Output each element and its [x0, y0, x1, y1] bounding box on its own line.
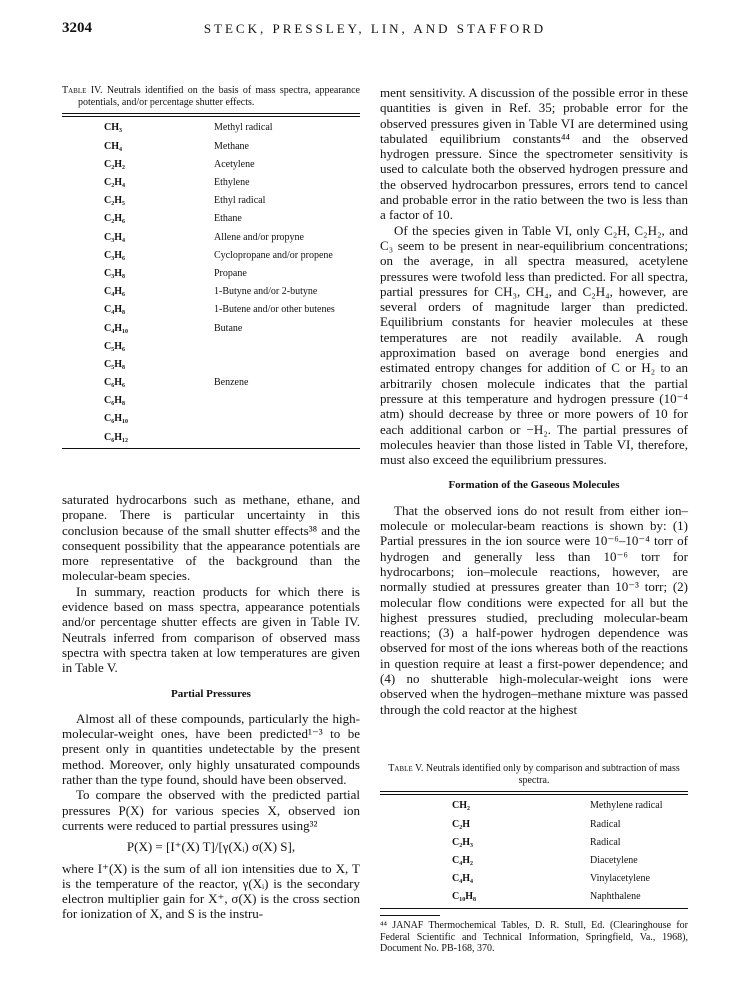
- table-row: [62, 192, 360, 210]
- species-name-cell: Propane: [214, 267, 247, 279]
- formula-cell: C₆H₈: [104, 395, 125, 407]
- table-row: [380, 833, 688, 851]
- species-name-cell: Naphthalene: [590, 891, 641, 903]
- species-name-cell: Methane: [214, 140, 249, 152]
- section-heading-formation: Formation of the Gaseous Molecules: [448, 479, 620, 492]
- table-row: [380, 888, 688, 906]
- left-text-column: [62, 492, 360, 922]
- table-row: [62, 319, 360, 337]
- paragraph: Almost all of these compounds, particularly the high-molecular-weight ones, have been predicted¹⁻³ to be present only in quantities undetectable by the present method. Moreover, only highly unsaturated compounds rather than the type found, should have been observed.: [62, 710, 360, 788]
- formula-cell: C₃H₈: [104, 267, 125, 279]
- formula-cell: C₆H₆: [104, 377, 125, 389]
- table-iv-label: Table IV.: [62, 85, 103, 96]
- table-iv: [62, 85, 360, 449]
- table-v-top-rule: [380, 791, 688, 795]
- species-name-cell: Radical: [590, 836, 621, 848]
- table-v-bottom-rule: [380, 908, 688, 909]
- formula-cell: C₅H₆: [104, 340, 125, 352]
- table-row: [62, 410, 360, 428]
- running-head: STECK, PRESSLEY, LIN, AND STAFFORD: [203, 21, 547, 36]
- table-iv-bottom-rule: [62, 448, 360, 449]
- table-v-label: Table V.: [388, 763, 424, 774]
- formula-cell: C₄H₆: [104, 286, 125, 298]
- table-row: [62, 337, 360, 355]
- formula-cell: C₆H₁₀: [104, 413, 128, 425]
- table-row: [62, 246, 360, 264]
- species-name-cell: Cyclopropane and/or propene: [214, 249, 333, 261]
- section-heading-partial-pressures: Partial Pressures: [171, 687, 251, 700]
- species-name-cell: [214, 392, 360, 410]
- species-name-cell: Methylene radical: [590, 800, 663, 812]
- species-name-cell: [214, 428, 360, 446]
- table-v: [380, 763, 688, 955]
- formula-cell: C₃H₆: [104, 249, 125, 261]
- formula-cell: C₂H₃: [452, 836, 473, 848]
- table-row: [62, 355, 360, 373]
- species-name-cell: Benzene: [214, 377, 249, 389]
- formula-cell: C₆H₁₂: [104, 431, 128, 443]
- table-row: [380, 870, 688, 888]
- page-header: [62, 20, 688, 40]
- table-row: [380, 797, 688, 815]
- table-iv-caption: [62, 85, 360, 108]
- paragraph: In summary, reaction products for which there is evidence based on mass spectra, appearance potentials and/or percentage shutter effects are given in Table IV. Neutrals inferred from comparison of observed mass spectra with spectra taken at low temperatures are given in Table V.: [62, 583, 360, 676]
- table-iv-body: [62, 119, 360, 446]
- species-name-cell: Allene and/or propyne: [214, 231, 304, 243]
- formula-cell: C₃H₄: [104, 231, 125, 243]
- table-row: [62, 155, 360, 173]
- paragraph: Of the species given in Table VI, only C₂H, C₂H₂, and C₃ seem to be present in near-equilibrium concentrations; on the average, in all spectra measured, acetylene pressures were twofold less than predicted. For all spectra, partial pressures for CH₃, CH₄, and C₂H₄, however, are several orders of magnitude larger than predicted. Equilibrium constants for heavier molecules at these temperatures are not readily available. A rough approximation based on average bond energies and estimated entropy changes for addition of C or H₂ to an arbitrarily chosen molecule indicates that the partial pressure at this temperature and hydrogen pressure (10⁻⁴ atm) should decrease by three or more powers of 10 for each additional carbon or −H₂. The partial pressures of molecules heavier than those listed in Table VI, therefore, must also exceed the equilibrium pressures.: [380, 222, 688, 468]
- formula-cell: C₄H₄: [452, 873, 473, 885]
- species-name-cell: Radical: [590, 818, 621, 830]
- table-row: [62, 392, 360, 410]
- table-row: [380, 852, 688, 870]
- footnote-rule: [380, 915, 440, 916]
- formula-cell: C₄H₈: [104, 304, 125, 316]
- table-row: [62, 137, 360, 155]
- species-name-cell: [214, 337, 360, 355]
- table-row: [62, 265, 360, 283]
- formula-cell: C₂H₆: [104, 213, 125, 225]
- species-name-cell: [214, 355, 360, 373]
- table-v-body: [380, 797, 688, 906]
- equation: P(X) = [I⁺(X) T]/[γ(Xᵢ) σ(X) S],: [126, 839, 296, 855]
- species-name-cell: Diacetylene: [590, 855, 638, 866]
- footnote: ⁴⁴ JANAF Thermochemical Tables, D. R. Stull, Ed. (Clearinghouse for Federal Scientific and Technical Information, Springfield, Va., 1968), Document No. PB-168, 370.: [380, 920, 688, 955]
- page-number: 3204: [62, 20, 92, 36]
- table-iv-top-rule: [62, 113, 360, 117]
- table-iv-caption-text: Neutrals identified on the basis of mass spectra, appearance potentials, and/or percentage shutter effects.: [78, 85, 360, 108]
- paragraph: where I⁺(X) is the sum of all ion intensities due to X, T is the temperature of the reactor, γ(Xᵢ) is the secondary electron multiplier gain for X⁺, σ(X) is the cross section for ionization of X, and S is the instru-: [62, 860, 360, 922]
- paragraph: saturated hydrocarbons such as methane, ethane, and propane. There is particular uncertainty in this conclusion because of the small shutter effects³⁸ and the consequent possibility that the appearance potentials are more representative of the background than the molecular-beam species.: [62, 492, 360, 584]
- right-text-column: [380, 85, 688, 717]
- table-v-caption-text: Neutrals identified only by comparison and subtraction of mass spectra.: [425, 763, 680, 786]
- table-row: [380, 815, 688, 833]
- species-name-cell: Acetylene: [214, 158, 255, 170]
- paragraph: That the observed ions do not result from either ion–molecule or molecular-beam reactions is shown by: (1) Partial pressures in the ion source were 10⁻⁶–10⁻⁴ torr of hydrogen and generally less than 10⁻⁶ torr for hydrocarbons; ion–molecule reactions, however, are normally studied at pressures greater than 10⁻³ torr; (2) molecular flow conditions were expected for all but the highest pressures studied, precluding molecular-beam reactions; (3) a half-power hydrogen dependence was observed for most of the ions whereas both of the reactions in question require at least a first-power dependence; and (4) no shutterable high-molecular-weight ions were observed when the hydrogen–methane mixture was passed through the cold reactor at the highest: [380, 502, 688, 717]
- table-row: [62, 210, 360, 228]
- table-row: [62, 283, 360, 301]
- species-name-cell: 1-Butene and/or other butenes: [214, 304, 335, 316]
- species-name-cell: Ethylene: [214, 177, 250, 188]
- formula-cell: C₂H₂: [104, 158, 125, 170]
- formula-cell: CH₂: [452, 800, 470, 812]
- table-row: [62, 374, 360, 392]
- table-row: [62, 174, 360, 192]
- species-name-cell: Butane: [214, 322, 243, 334]
- formula-cell: C₂H₄: [104, 177, 125, 188]
- species-name-cell: Ethyl radical: [214, 195, 266, 207]
- paragraph: To compare the observed with the predicted partial pressures P(X) for various species X, observed ion currents were reduced to partial pressures using³²: [62, 787, 360, 833]
- formula-cell: C₂H₅: [104, 195, 125, 207]
- table-row: [62, 119, 360, 137]
- species-name-cell: Methyl radical: [214, 122, 273, 134]
- formula-cell: C₁₀H₈: [452, 891, 476, 903]
- formula-cell: C₂H: [452, 818, 470, 830]
- formula-cell: C₄H₁₀: [104, 322, 128, 334]
- paragraph: ment sensitivity. A discussion of the possible error in these quantities is given in Ref. 35; probable error for the observed pressures given in Table VI are determined using tabulated equilibrium constants⁴⁴ and the observed hydrogen pressure. Since the spectrometer sensitivity is used to calculate both the observed hydrogen pressure and the observed hydrocarbon pressures, errors tend to cancel and probable error in the ratio between the two is less than a factor of 10.: [380, 85, 688, 223]
- table-row: [62, 228, 360, 246]
- formula-cell: CH₃: [104, 122, 122, 134]
- formula-cell: CH₄: [104, 140, 122, 152]
- species-name-cell: Vinylacetylene: [590, 873, 650, 885]
- species-name-cell: 1-Butyne and/or 2-butyne: [214, 286, 318, 298]
- formula-cell: C₄H₂: [452, 855, 473, 866]
- table-row: [62, 301, 360, 319]
- species-name-cell: Ethane: [214, 213, 242, 225]
- formula-cell: C₅H₈: [104, 358, 125, 370]
- table-v-caption: [380, 763, 688, 786]
- species-name-cell: [214, 410, 360, 428]
- table-row: [62, 428, 360, 446]
